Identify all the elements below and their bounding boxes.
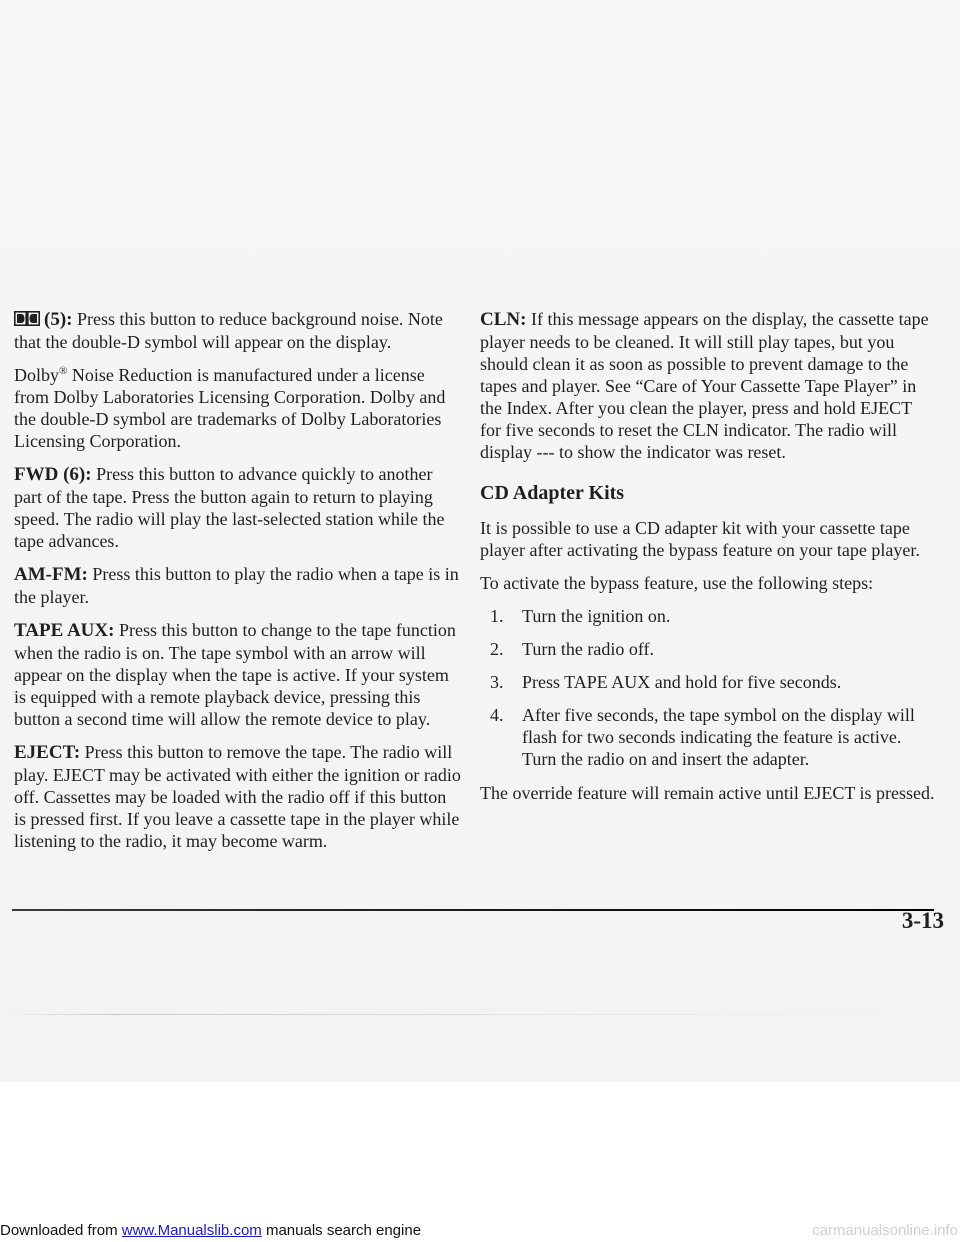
- step-number: 1.: [490, 606, 504, 626]
- fwd-text: Press this button to advance quickly to another part of the tape. Press the button again to return to playing speed. The radio will play the last-selected station while the tape advances.: [14, 464, 445, 551]
- footer-suffix: manuals search engine: [261, 1222, 422, 1239]
- cd-intro: It is possible to use a CD adapter kit with your cassette tape player after activating the bypass feature on your tape player.: [480, 518, 920, 560]
- step-number: 3.: [490, 672, 504, 692]
- watermark-text: carmanualsonline.info: [812, 1222, 958, 1239]
- dolby-notice-prefix: Dolby: [14, 365, 59, 385]
- right-column: [480, 308, 936, 815]
- dolby-label: (5):: [44, 309, 73, 330]
- step-item: [480, 671, 936, 693]
- manualslib-link[interactable]: www.Manualslib.com: [121, 1222, 262, 1239]
- fwd-paragraph: [14, 463, 462, 552]
- page-number: 3-13: [901, 908, 944, 933]
- step-text: Turn the ignition on.: [522, 606, 671, 626]
- tapeaux-label: TAPE AUX:: [14, 620, 115, 641]
- eject-paragraph: [14, 741, 462, 852]
- dolby-notice-text: Noise Reduction is manufactured under a license from Dolby Laboratories Licensing Corporation. Dolby and the double-D symbol are trademarks of Dolby Laboratories Licensing Corporation.: [14, 365, 446, 451]
- page-rule: [12, 909, 934, 911]
- amfm-text: Press this button to play the radio when a tape is in the player.: [14, 564, 459, 607]
- scan-artifact-line: [0, 1014, 960, 1015]
- dolby-notice: [14, 364, 462, 452]
- step-text: After five seconds, the tape symbol on the display will flash for two seconds indicating the feature is active. Turn the radio on and insert the adapter.: [522, 705, 915, 769]
- cln-text: If this message appears on the display, the cassette tape player needs to be cleaned. It will still play tapes, but you should clean it as soon as possible to prevent damage to the tapes and player. See “Care of Your Cassette Tape Player” in the Index. After you clean the player, press and hold EJECT for five seconds to reset the CLN indicator. The radio will display --- to show the indicator was reset.: [480, 309, 929, 462]
- dolby-text: Press this button to reduce background noise. Note that the double-D symbol will appear on the display.: [14, 309, 443, 352]
- override-text: The override feature will remain active until EJECT is pressed.: [480, 783, 935, 803]
- steps-list: [480, 605, 936, 770]
- step-item: [480, 704, 936, 770]
- double-d-icon: [14, 311, 40, 326]
- step-text: Press TAPE AUX and hold for five seconds.: [522, 672, 842, 692]
- cd-adapter-heading: CD Adapter Kits: [480, 482, 625, 504]
- dolby-paragraph: [14, 308, 462, 353]
- amfm-label: AM-FM:: [14, 564, 88, 585]
- eject-text: Press this button to remove the tape. The radio will play. EJECT may be activated with either the ignition or radio off. Cassettes may be loaded with the radio off if this button is pressed first. If you leave a cassette tape in the player while listening to the radio, it may become warm.: [14, 742, 461, 851]
- step-item: [480, 638, 936, 660]
- fwd-label: FWD (6):: [14, 464, 92, 485]
- tapeaux-paragraph: [14, 619, 462, 730]
- amfm-paragraph: [14, 563, 462, 608]
- download-footer: [0, 1220, 960, 1242]
- eject-label: EJECT:: [14, 742, 81, 763]
- footer-prefix: Downloaded from: [0, 1222, 122, 1239]
- cln-label: CLN:: [480, 309, 527, 330]
- left-column: [14, 308, 462, 863]
- registered-mark: ®: [59, 365, 68, 377]
- footer-source: [0, 1220, 421, 1242]
- step-item: [480, 605, 936, 627]
- step-number: 4.: [490, 705, 504, 725]
- cln-paragraph: [480, 308, 936, 463]
- step-number: 2.: [490, 639, 504, 659]
- steps-intro: To activate the bypass feature, use the following steps:: [480, 573, 874, 593]
- tapeaux-text: Press this button to change to the tape function when the radio is on. The tape symbol with an arrow will appear on the display when the tape is active. If your system is equipped with a remote playback device, pressing this button a second time will allow the remote device to play.: [14, 620, 456, 729]
- step-text: Turn the radio off.: [522, 639, 654, 659]
